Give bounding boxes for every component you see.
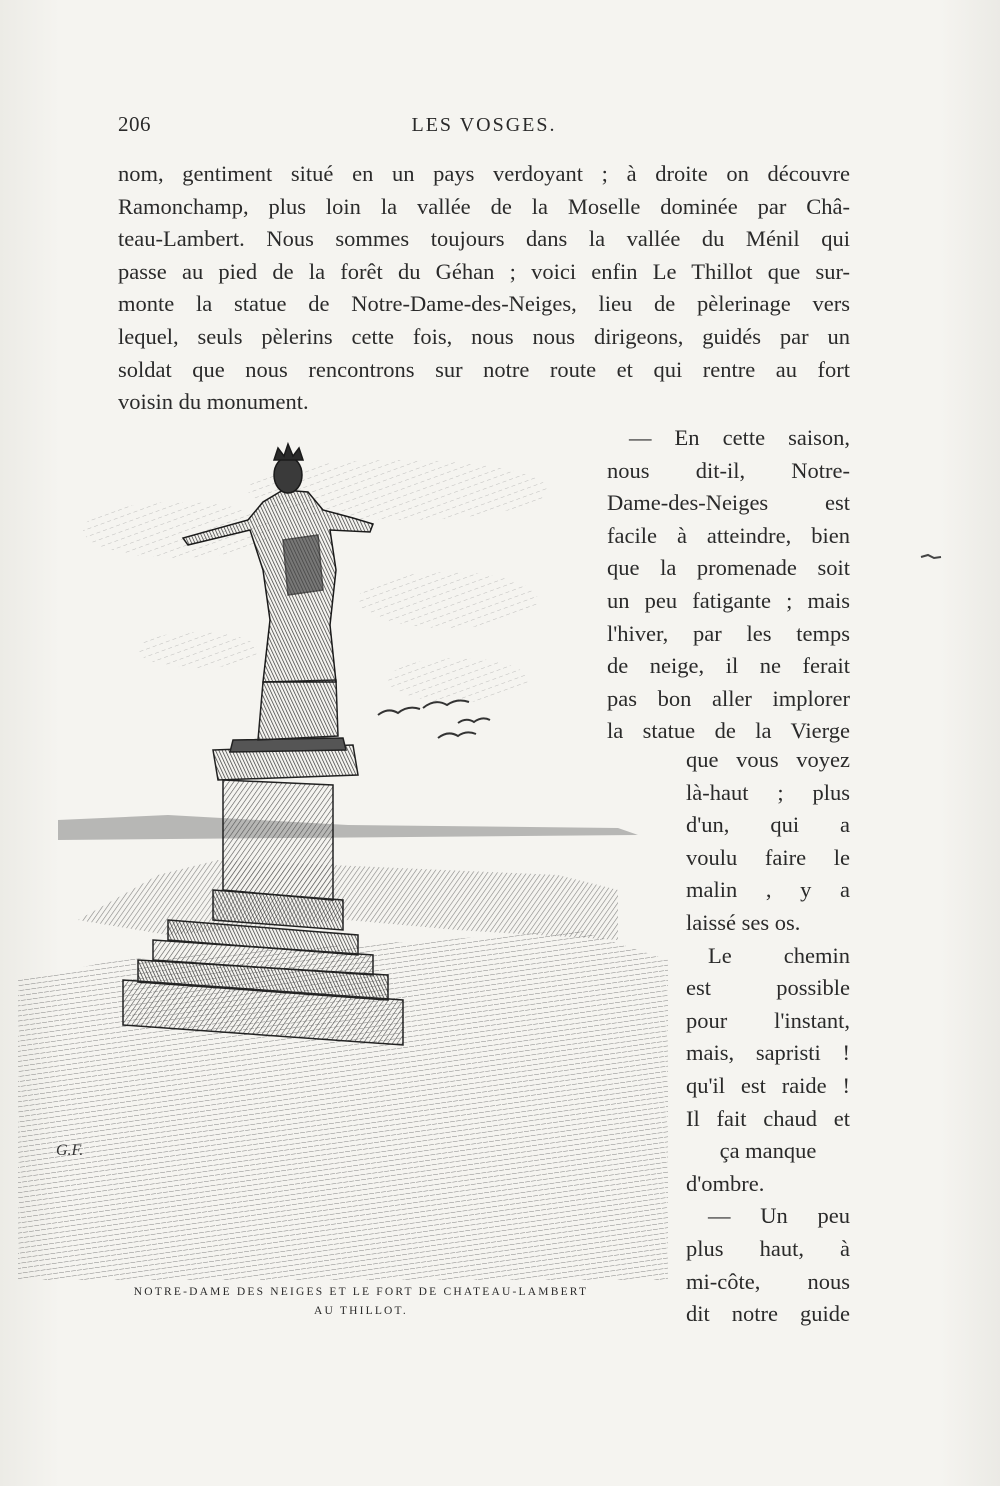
text-line: nom, gentiment situé en un pays verdoyant ; à droite on découvre — [118, 161, 850, 186]
artist-signature: G.F. — [56, 1142, 84, 1159]
text-line: soldat que nous rencontrons sur notre route et qui rentre au fort — [118, 356, 850, 382]
text-line: Ramonchamp, plus loin la vallée de la Moselle dominée par Châ- — [118, 193, 850, 219]
text-line: la statue de la Vierge — [607, 718, 850, 744]
text-line: que la promenade soit — [607, 555, 850, 581]
text-line: malin , y a — [686, 877, 850, 903]
text-line: d'ombre. — [686, 1170, 765, 1196]
horizon-trees — [58, 815, 638, 840]
text-line: Le chemin — [708, 942, 850, 968]
text-line: Il fait chaud et — [686, 1105, 850, 1131]
text-line: lequel, seuls pèlerins cette fois, nous nous dirigeons, guidés par un — [118, 323, 850, 349]
text-line: pas bon aller implorer — [607, 685, 850, 711]
text-line: de neige, il ne ferait — [607, 653, 850, 679]
text-line: monte la statue de Notre-Dame-des-Neiges, lieu de pèlerinage vers — [118, 291, 850, 317]
text-line: voulu faire le — [686, 844, 850, 870]
statue-base — [258, 680, 338, 740]
text-line: mais, sapristi ! — [686, 1040, 850, 1066]
page-header — [118, 112, 850, 142]
running-title: LES VOSGES. — [411, 114, 557, 136]
text-line: mi-côte, nous — [686, 1268, 850, 1294]
caption-line: AU THILLOT. — [313, 1305, 409, 1317]
birds — [378, 701, 490, 738]
text-line: passe au pied de la forêt du Géhan ; voici enfin Le Thillot que sur- — [118, 258, 850, 284]
statue-engraving-illustration — [18, 420, 668, 1280]
illustration-caption — [96, 1283, 626, 1321]
text-line: Dame-des-Neiges est — [607, 490, 850, 516]
text-line: dit notre guide — [686, 1301, 850, 1327]
body-text-narrow-column — [686, 744, 850, 1331]
text-line: que vous voyez — [686, 747, 850, 772]
text-line: pour l'instant, — [686, 1007, 850, 1033]
text-line: un peu fatigante ; mais — [607, 587, 850, 613]
page-number: 206 — [118, 112, 151, 136]
text-line: nous dit-il, Notre- — [607, 457, 850, 483]
text-line: qu'il est raide ! — [686, 1072, 850, 1098]
caption-line: NOTRE-DAME DES NEIGES ET LE FORT DE CHATEAU-LAMBERT — [133, 1286, 589, 1298]
pedestal-steps — [123, 920, 403, 1045]
ink-speck — [920, 553, 942, 561]
text-line: d'un, qui a — [686, 812, 850, 838]
text-line: — Un peu — [708, 1203, 850, 1229]
text-line: voisin du monument. — [118, 389, 309, 415]
text-line: est possible — [686, 975, 850, 1001]
text-line: ça manque — [719, 1138, 817, 1164]
text-line: là-haut ; plus — [686, 779, 850, 805]
text-line: teau-Lambert. Nous sommes toujours dans la vallée du Ménil qui — [118, 226, 850, 252]
text-line: facile à atteindre, bien — [607, 522, 850, 548]
text-line: l'hiver, par les temps — [607, 620, 850, 646]
fort-earthworks — [78, 860, 618, 940]
text-line: plus haut, à — [686, 1235, 850, 1261]
text-line: — En cette saison, — [629, 425, 850, 450]
body-text-full-width — [118, 158, 850, 419]
text-line: laissé ses os. — [686, 909, 801, 935]
